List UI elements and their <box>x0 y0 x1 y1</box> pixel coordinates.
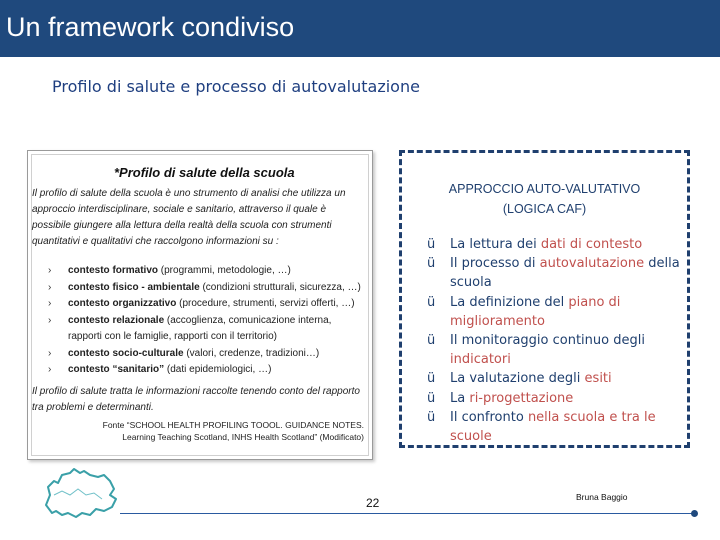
item-text: La valutazione degli <box>450 371 585 387</box>
context-detail: (accoglienza, comunicazione interna, rapporti con le famiglie, rapporti con il territorio) <box>68 314 332 342</box>
context-list <box>32 263 366 379</box>
list-item <box>427 331 689 369</box>
list-item <box>427 254 689 292</box>
list-item <box>427 389 689 408</box>
item-highlight: ri-progettazione <box>469 390 574 406</box>
list-item <box>427 369 689 388</box>
card-outro-text: Il profilo di salute tratta le informazioni raccolte tenendo conto del rapporto tra problemi e determinanti. <box>32 386 360 413</box>
header-bar <box>0 0 720 57</box>
author-name: Bruna Baggio <box>576 492 628 502</box>
school-health-profile-card <box>27 150 373 460</box>
item-highlight: indicatori <box>450 352 511 368</box>
source-line: Learning Teaching Scotland, INHS Health Scotland” (Modificato) <box>122 432 364 442</box>
card-intro-text: Il profilo di salute della scuola è uno strumento di analisi che utilizza un approccio interdisciplinare, sociale e sanitario, attraverso il quale è possibile giungere alla lettura della realtà della scuola con strumenti quantitativi e qualitativi che raccolgono informazioni su : <box>32 188 346 247</box>
item-text: Il confronto <box>450 409 528 425</box>
region-map-logo <box>40 465 130 520</box>
check-icon: ü <box>427 333 436 349</box>
context-detail: (condizioni strutturali, sicurezza, …) <box>199 281 361 293</box>
item-highlight: nella scuola e tra le scuole <box>450 409 656 445</box>
slide-title: Un framework condiviso <box>6 12 295 42</box>
context-term: contesto relazionale <box>68 314 165 326</box>
item-text: La <box>450 390 470 406</box>
list-item <box>32 362 366 379</box>
check-icon: ü <box>427 371 436 387</box>
card-source <box>94 419 364 443</box>
item-highlight: dati di contesto <box>540 237 643 252</box>
footer-divider <box>120 513 694 514</box>
bullet-arrow-icon: › <box>48 281 52 293</box>
heading-line: (LOGICA CAF) <box>502 202 587 216</box>
context-term: contesto “sanitario” <box>68 364 165 375</box>
context-detail: (programmi, metodologie, …) <box>158 265 291 276</box>
list-item <box>427 235 689 254</box>
slide-subtitle: Profilo di salute e processo di autovalutazione <box>52 77 420 96</box>
bullet-arrow-icon: › <box>48 265 52 276</box>
check-icon: ü <box>427 294 436 310</box>
item-highlight: autovalutazione <box>539 256 645 272</box>
context-term: contesto fisico - ambientale <box>68 281 200 293</box>
check-icon: ü <box>427 409 436 425</box>
heading-line: APPROCCIO AUTO-VALUTATIVO <box>448 182 641 196</box>
context-term: contesto organizzativo <box>68 298 177 309</box>
list-item <box>32 280 366 297</box>
item-text: Il processo di <box>450 256 540 272</box>
self-assessment-heading <box>402 179 687 219</box>
item-text: Il monitoraggio continuo degli <box>450 333 645 349</box>
context-detail: (dati epidemiologici, …) <box>164 364 272 375</box>
page-number: 22 <box>366 496 380 510</box>
check-icon: ü <box>427 390 436 406</box>
item-highlight: esiti <box>584 371 612 387</box>
bullet-arrow-icon: › <box>48 298 52 309</box>
check-icon: ü <box>427 237 436 252</box>
list-item <box>32 346 366 363</box>
item-text: della scuola <box>450 256 680 291</box>
item-highlight: piano di miglioramento <box>450 294 621 329</box>
list-item <box>32 296 366 313</box>
item-text: La lettura dei <box>450 237 541 252</box>
context-detail: (valori, credenze, tradizioni…) <box>183 347 320 359</box>
bullet-arrow-icon: › <box>48 314 52 326</box>
footer-dot <box>691 510 698 517</box>
context-term: contesto formativo <box>68 265 159 276</box>
list-item <box>427 408 689 446</box>
check-icon: ü <box>427 256 436 272</box>
bullet-arrow-icon: › <box>48 347 52 359</box>
bullet-arrow-icon: › <box>48 364 52 375</box>
card-title: *Profilo di salute della scuola <box>114 165 295 180</box>
list-item <box>32 263 366 280</box>
self-assessment-box <box>399 150 690 448</box>
item-text: La definizione del <box>450 294 569 310</box>
source-line: Fonte “SCHOOL HEALTH PROFILING TOOOL. GUIDANCE NOTES. <box>102 420 364 430</box>
list-item <box>427 293 689 331</box>
context-term: contesto socio-culturale <box>68 347 184 359</box>
context-detail: (procedure, strumenti, servizi offerti, …) <box>176 298 355 309</box>
list-item <box>32 313 366 346</box>
self-assessment-list <box>427 235 689 446</box>
